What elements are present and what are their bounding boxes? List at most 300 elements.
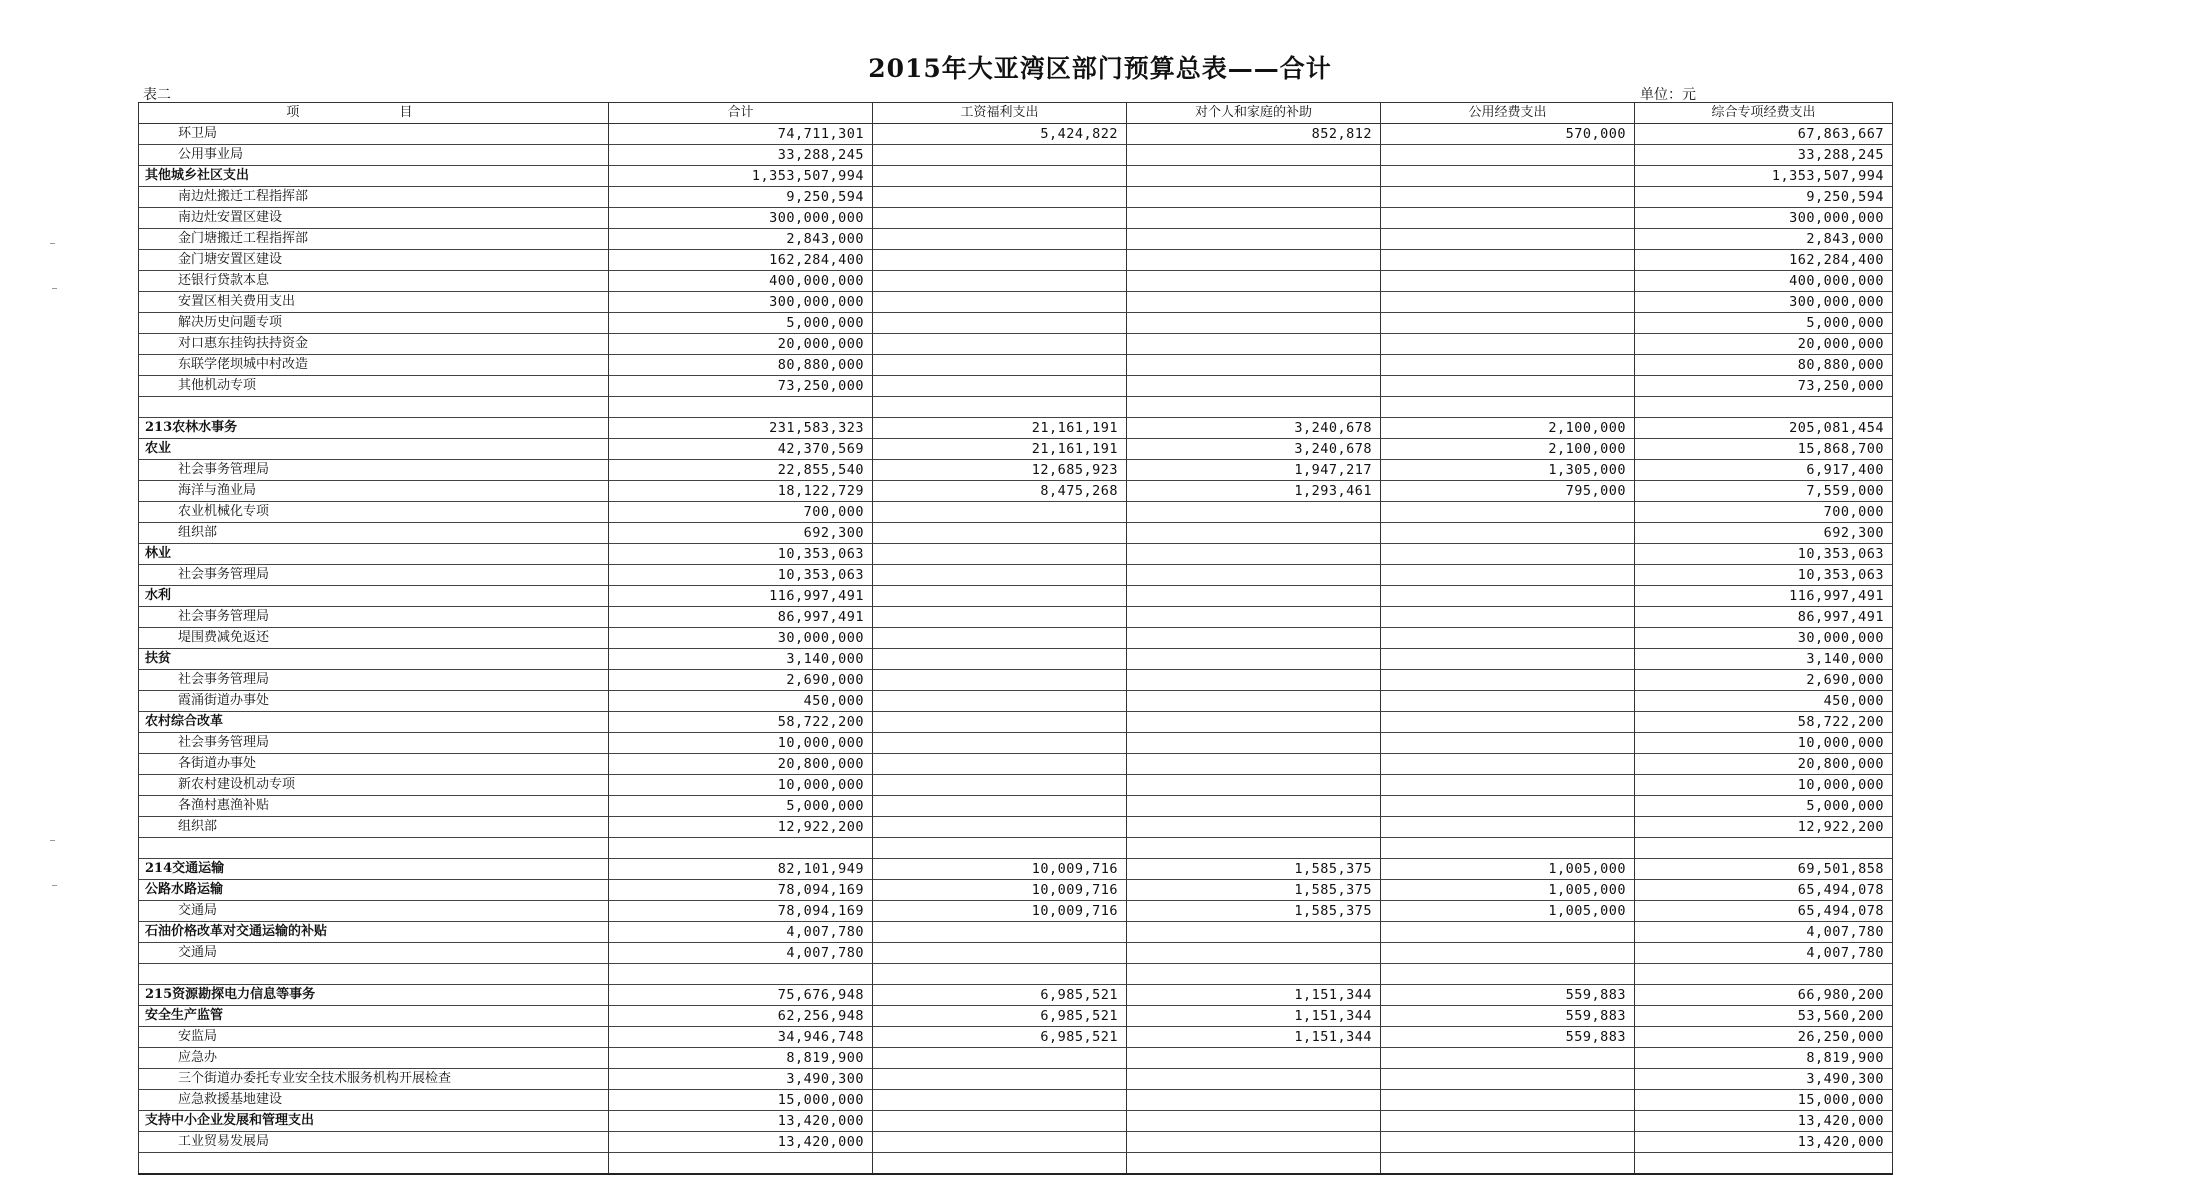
cell-salary	[873, 271, 1127, 292]
cell-salary	[873, 250, 1127, 271]
cell-salary	[873, 1069, 1127, 1090]
cell-item-name: 农业	[139, 439, 609, 460]
scan-mark	[52, 288, 57, 289]
cell-total: 3,490,300	[609, 1069, 873, 1090]
cell-subsidy	[1127, 523, 1381, 544]
table-row	[139, 271, 1893, 292]
cell-public-expense	[1381, 733, 1635, 754]
table-row	[139, 187, 1893, 208]
cell-public-expense: 1,005,000	[1381, 859, 1635, 880]
cell-total: 10,353,063	[609, 565, 873, 586]
cell-salary	[873, 502, 1127, 523]
cell-item-name: 社会事务管理局	[139, 460, 609, 481]
cell-public-expense	[1381, 544, 1635, 565]
cell-item-name: 还银行贷款本息	[139, 271, 609, 292]
cell-item-name: 金门塘搬迁工程指挥部	[139, 229, 609, 250]
cell-subsidy: 1,585,375	[1127, 901, 1381, 922]
cell-subsidy	[1127, 313, 1381, 334]
cell-total: 18,122,729	[609, 481, 873, 502]
table-row	[139, 943, 1893, 964]
cell-item-name: 南边灶搬迁工程指挥部	[139, 187, 609, 208]
cell-total: 700,000	[609, 502, 873, 523]
cell-special-expense: 2,690,000	[1635, 670, 1893, 691]
cell-total: 74,711,301	[609, 124, 873, 145]
cell-total: 300,000,000	[609, 208, 873, 229]
cell-total: 8,819,900	[609, 1048, 873, 1069]
cell-public-expense: 570,000	[1381, 124, 1635, 145]
table-row	[139, 1132, 1893, 1153]
cell-public-expense	[1381, 922, 1635, 943]
blank-row	[139, 1153, 1893, 1175]
column-header-item: 项 目	[139, 103, 609, 124]
cell-subsidy	[1127, 628, 1381, 649]
cell-subsidy	[1127, 250, 1381, 271]
cell-subsidy	[1127, 796, 1381, 817]
cell-salary	[873, 586, 1127, 607]
cell-salary	[873, 754, 1127, 775]
cell-item-name: 组织部	[139, 523, 609, 544]
cell-salary	[873, 565, 1127, 586]
table-row	[139, 649, 1893, 670]
cell-item-name: 214交通运输	[139, 859, 609, 880]
cell-special-expense: 20,800,000	[1635, 754, 1893, 775]
cell-item-name: 安全生产监管	[139, 1006, 609, 1027]
cell-item-name: 安监局	[139, 1027, 609, 1048]
cell-public-expense: 1,305,000	[1381, 460, 1635, 481]
cell-total: 300,000,000	[609, 292, 873, 313]
cell-subsidy	[1127, 376, 1381, 397]
cell-special-expense	[1635, 838, 1893, 859]
cell-subsidy	[1127, 229, 1381, 250]
cell-item-name	[139, 838, 609, 859]
cell-salary	[873, 691, 1127, 712]
blank-row	[139, 397, 1893, 418]
cell-special-expense: 5,000,000	[1635, 313, 1893, 334]
cell-special-expense: 67,863,667	[1635, 124, 1893, 145]
cell-special-expense: 65,494,078	[1635, 880, 1893, 901]
cell-total: 3,140,000	[609, 649, 873, 670]
cell-salary: 21,161,191	[873, 439, 1127, 460]
cell-total: 4,007,780	[609, 922, 873, 943]
cell-salary	[873, 187, 1127, 208]
cell-special-expense: 300,000,000	[1635, 292, 1893, 313]
cell-salary	[873, 397, 1127, 418]
cell-subsidy: 3,240,678	[1127, 439, 1381, 460]
cell-item-name: 堤围费减免返还	[139, 628, 609, 649]
cell-salary: 10,009,716	[873, 859, 1127, 880]
cell-public-expense	[1381, 754, 1635, 775]
cell-public-expense: 1,005,000	[1381, 901, 1635, 922]
cell-special-expense: 13,420,000	[1635, 1111, 1893, 1132]
cell-public-expense	[1381, 1132, 1635, 1153]
cell-subsidy: 3,240,678	[1127, 418, 1381, 439]
cell-item-name: 环卫局	[139, 124, 609, 145]
cell-item-name: 对口惠东挂钩扶持资金	[139, 334, 609, 355]
budget-table	[138, 102, 1893, 1175]
cell-special-expense: 205,081,454	[1635, 418, 1893, 439]
cell-special-expense: 10,000,000	[1635, 733, 1893, 754]
cell-salary	[873, 964, 1127, 985]
table-number: 表二	[143, 87, 171, 103]
cell-subsidy	[1127, 355, 1381, 376]
table-row	[139, 355, 1893, 376]
cell-public-expense	[1381, 292, 1635, 313]
cell-total	[609, 1153, 873, 1175]
cell-salary	[873, 670, 1127, 691]
table-row	[139, 502, 1893, 523]
cell-total: 1,353,507,994	[609, 166, 873, 187]
cell-salary	[873, 523, 1127, 544]
table-row	[139, 292, 1893, 313]
cell-subsidy	[1127, 817, 1381, 838]
cell-total: 162,284,400	[609, 250, 873, 271]
cell-salary	[873, 1111, 1127, 1132]
cell-item-name: 安置区相关费用支出	[139, 292, 609, 313]
cell-public-expense	[1381, 1111, 1635, 1132]
cell-subsidy: 1,947,217	[1127, 460, 1381, 481]
cell-public-expense: 559,883	[1381, 1027, 1635, 1048]
cell-special-expense: 162,284,400	[1635, 250, 1893, 271]
table-row	[139, 607, 1893, 628]
cell-public-expense	[1381, 796, 1635, 817]
scan-mark	[50, 840, 55, 841]
cell-special-expense: 12,922,200	[1635, 817, 1893, 838]
cell-salary	[873, 313, 1127, 334]
table-row	[139, 439, 1893, 460]
table-row	[139, 1090, 1893, 1111]
page-title: 2015年大亚湾区部门预算总表——合计	[868, 54, 1332, 83]
cell-item-name: 交通局	[139, 943, 609, 964]
cell-total: 80,880,000	[609, 355, 873, 376]
scan-mark	[52, 885, 57, 886]
cell-public-expense	[1381, 502, 1635, 523]
cell-total: 5,000,000	[609, 313, 873, 334]
cell-special-expense: 9,250,594	[1635, 187, 1893, 208]
cell-subsidy: 852,812	[1127, 124, 1381, 145]
cell-subsidy	[1127, 187, 1381, 208]
cell-special-expense: 300,000,000	[1635, 208, 1893, 229]
cell-subsidy	[1127, 271, 1381, 292]
cell-public-expense	[1381, 208, 1635, 229]
unit-label: 单位：元	[1640, 87, 1696, 103]
cell-public-expense: 795,000	[1381, 481, 1635, 502]
cell-salary	[873, 208, 1127, 229]
column-header-total: 合计	[609, 103, 873, 124]
table-row	[139, 859, 1893, 880]
cell-total: 400,000,000	[609, 271, 873, 292]
cell-special-expense: 4,007,780	[1635, 922, 1893, 943]
cell-special-expense: 400,000,000	[1635, 271, 1893, 292]
cell-salary: 5,424,822	[873, 124, 1127, 145]
cell-salary	[873, 355, 1127, 376]
cell-item-name: 其他城乡社区支出	[139, 166, 609, 187]
table-row	[139, 208, 1893, 229]
cell-public-expense: 1,005,000	[1381, 880, 1635, 901]
table-row	[139, 670, 1893, 691]
table-row	[139, 334, 1893, 355]
cell-special-expense: 26,250,000	[1635, 1027, 1893, 1048]
blank-row	[139, 838, 1893, 859]
table-row	[139, 544, 1893, 565]
cell-total: 73,250,000	[609, 376, 873, 397]
cell-item-name: 应急救援基地建设	[139, 1090, 609, 1111]
cell-salary	[873, 1153, 1127, 1175]
cell-special-expense: 5,000,000	[1635, 796, 1893, 817]
column-header-public-expense: 公用经费支出	[1381, 103, 1635, 124]
table-row	[139, 523, 1893, 544]
cell-total: 450,000	[609, 691, 873, 712]
cell-item-name: 组织部	[139, 817, 609, 838]
cell-special-expense: 53,560,200	[1635, 1006, 1893, 1027]
cell-item-name: 社会事务管理局	[139, 607, 609, 628]
cell-item-name: 社会事务管理局	[139, 565, 609, 586]
scan-mark	[50, 243, 55, 244]
cell-public-expense	[1381, 712, 1635, 733]
cell-item-name: 三个街道办委托专业安全技术服务机构开展检查	[139, 1069, 609, 1090]
cell-item-name: 215资源勘探电力信息等事务	[139, 985, 609, 1006]
cell-subsidy	[1127, 670, 1381, 691]
table-body	[139, 124, 1893, 1175]
table-row	[139, 901, 1893, 922]
cell-subsidy	[1127, 544, 1381, 565]
cell-salary	[873, 922, 1127, 943]
cell-subsidy: 1,151,344	[1127, 985, 1381, 1006]
table-row	[139, 733, 1893, 754]
cell-total	[609, 964, 873, 985]
cell-salary: 21,161,191	[873, 418, 1127, 439]
table-row	[139, 880, 1893, 901]
cell-public-expense	[1381, 775, 1635, 796]
cell-special-expense: 80,880,000	[1635, 355, 1893, 376]
table-row	[139, 166, 1893, 187]
cell-salary: 6,985,521	[873, 1027, 1127, 1048]
cell-total: 9,250,594	[609, 187, 873, 208]
cell-subsidy	[1127, 1111, 1381, 1132]
table-row	[139, 124, 1893, 145]
table-row	[139, 250, 1893, 271]
cell-subsidy	[1127, 649, 1381, 670]
table-row	[139, 1027, 1893, 1048]
cell-salary: 6,985,521	[873, 1006, 1127, 1027]
cell-salary	[873, 1048, 1127, 1069]
cell-total: 12,922,200	[609, 817, 873, 838]
cell-total: 42,370,569	[609, 439, 873, 460]
cell-salary	[873, 943, 1127, 964]
cell-total: 33,288,245	[609, 145, 873, 166]
cell-special-expense: 15,868,700	[1635, 439, 1893, 460]
cell-public-expense	[1381, 334, 1635, 355]
cell-item-name: 新农村建设机动专项	[139, 775, 609, 796]
cell-item-name: 扶贫	[139, 649, 609, 670]
cell-item-name: 霞涌街道办事处	[139, 691, 609, 712]
table-header-row	[139, 103, 1893, 124]
cell-salary	[873, 1090, 1127, 1111]
cell-subsidy	[1127, 502, 1381, 523]
cell-special-expense: 3,140,000	[1635, 649, 1893, 670]
cell-item-name: 水利	[139, 586, 609, 607]
cell-special-expense: 692,300	[1635, 523, 1893, 544]
cell-total: 5,000,000	[609, 796, 873, 817]
cell-special-expense: 8,819,900	[1635, 1048, 1893, 1069]
cell-salary: 12,685,923	[873, 460, 1127, 481]
cell-public-expense	[1381, 1069, 1635, 1090]
cell-total: 692,300	[609, 523, 873, 544]
cell-public-expense: 559,883	[1381, 1006, 1635, 1027]
cell-total: 13,420,000	[609, 1132, 873, 1153]
cell-salary	[873, 628, 1127, 649]
table-row	[139, 460, 1893, 481]
table-row	[139, 628, 1893, 649]
table-row	[139, 754, 1893, 775]
cell-item-name: 公路水路运输	[139, 880, 609, 901]
cell-public-expense	[1381, 1153, 1635, 1175]
cell-subsidy	[1127, 1048, 1381, 1069]
cell-total: 2,843,000	[609, 229, 873, 250]
cell-public-expense	[1381, 691, 1635, 712]
cell-public-expense	[1381, 313, 1635, 334]
table-row	[139, 418, 1893, 439]
column-header-salary: 工资福利支出	[873, 103, 1127, 124]
cell-salary	[873, 376, 1127, 397]
table-row	[139, 985, 1893, 1006]
table-row	[139, 922, 1893, 943]
table-row	[139, 376, 1893, 397]
cell-public-expense	[1381, 1048, 1635, 1069]
cell-public-expense: 2,100,000	[1381, 439, 1635, 460]
cell-total: 10,353,063	[609, 544, 873, 565]
table-row	[139, 229, 1893, 250]
cell-total: 30,000,000	[609, 628, 873, 649]
cell-public-expense: 2,100,000	[1381, 418, 1635, 439]
cell-special-expense: 73,250,000	[1635, 376, 1893, 397]
table-row	[139, 796, 1893, 817]
cell-special-expense: 3,490,300	[1635, 1069, 1893, 1090]
cell-total: 58,722,200	[609, 712, 873, 733]
table-row	[139, 1006, 1893, 1027]
cell-total: 2,690,000	[609, 670, 873, 691]
cell-special-expense: 2,843,000	[1635, 229, 1893, 250]
cell-public-expense	[1381, 964, 1635, 985]
cell-special-expense: 1,353,507,994	[1635, 166, 1893, 187]
cell-total: 15,000,000	[609, 1090, 873, 1111]
cell-item-name: 各街道办事处	[139, 754, 609, 775]
cell-public-expense	[1381, 250, 1635, 271]
cell-item-name: 交通局	[139, 901, 609, 922]
cell-salary: 10,009,716	[873, 880, 1127, 901]
cell-item-name: 213农林水事务	[139, 418, 609, 439]
cell-item-name	[139, 1153, 609, 1175]
cell-salary	[873, 1132, 1127, 1153]
cell-special-expense: 4,007,780	[1635, 943, 1893, 964]
cell-item-name: 东联学佬坝城中村改造	[139, 355, 609, 376]
cell-public-expense	[1381, 397, 1635, 418]
cell-public-expense	[1381, 187, 1635, 208]
cell-subsidy	[1127, 754, 1381, 775]
table-row	[139, 565, 1893, 586]
cell-total: 34,946,748	[609, 1027, 873, 1048]
cell-public-expense	[1381, 838, 1635, 859]
cell-salary	[873, 166, 1127, 187]
cell-public-expense	[1381, 628, 1635, 649]
cell-special-expense: 66,980,200	[1635, 985, 1893, 1006]
cell-special-expense: 6,917,400	[1635, 460, 1893, 481]
cell-special-expense: 86,997,491	[1635, 607, 1893, 628]
cell-special-expense	[1635, 1153, 1893, 1175]
cell-total: 78,094,169	[609, 880, 873, 901]
cell-item-name: 各渔村惠渔补贴	[139, 796, 609, 817]
cell-special-expense: 30,000,000	[1635, 628, 1893, 649]
cell-public-expense	[1381, 271, 1635, 292]
cell-total: 75,676,948	[609, 985, 873, 1006]
cell-public-expense	[1381, 229, 1635, 250]
cell-subsidy	[1127, 1090, 1381, 1111]
table-row	[139, 1111, 1893, 1132]
cell-total: 13,420,000	[609, 1111, 873, 1132]
cell-salary	[873, 733, 1127, 754]
cell-public-expense	[1381, 1090, 1635, 1111]
cell-total: 10,000,000	[609, 775, 873, 796]
cell-item-name: 农村综合改革	[139, 712, 609, 733]
table-row	[139, 817, 1893, 838]
cell-subsidy	[1127, 166, 1381, 187]
cell-item-name: 解决历史问题专项	[139, 313, 609, 334]
cell-subsidy	[1127, 208, 1381, 229]
cell-subsidy	[1127, 1153, 1381, 1175]
cell-salary	[873, 775, 1127, 796]
cell-special-expense: 58,722,200	[1635, 712, 1893, 733]
cell-special-expense: 20,000,000	[1635, 334, 1893, 355]
cell-item-name: 林业	[139, 544, 609, 565]
cell-special-expense: 10,353,063	[1635, 565, 1893, 586]
column-header-subsidy: 对个人和家庭的补助	[1127, 103, 1381, 124]
cell-public-expense	[1381, 523, 1635, 544]
cell-salary: 8,475,268	[873, 481, 1127, 502]
table-row	[139, 1069, 1893, 1090]
cell-total: 116,997,491	[609, 586, 873, 607]
cell-subsidy: 1,293,461	[1127, 481, 1381, 502]
cell-salary	[873, 607, 1127, 628]
cell-special-expense: 65,494,078	[1635, 901, 1893, 922]
cell-item-name: 社会事务管理局	[139, 670, 609, 691]
cell-special-expense: 450,000	[1635, 691, 1893, 712]
cell-public-expense	[1381, 607, 1635, 628]
cell-salary	[873, 292, 1127, 313]
cell-subsidy	[1127, 691, 1381, 712]
cell-special-expense: 7,559,000	[1635, 481, 1893, 502]
cell-item-name: 海洋与渔业局	[139, 481, 609, 502]
cell-item-name	[139, 397, 609, 418]
cell-item-name: 社会事务管理局	[139, 733, 609, 754]
cell-total	[609, 397, 873, 418]
cell-subsidy	[1127, 397, 1381, 418]
table-row	[139, 691, 1893, 712]
cell-item-name: 石油价格改革对交通运输的补贴	[139, 922, 609, 943]
cell-public-expense	[1381, 586, 1635, 607]
cell-item-name: 应急办	[139, 1048, 609, 1069]
cell-subsidy	[1127, 838, 1381, 859]
cell-subsidy	[1127, 565, 1381, 586]
cell-total: 10,000,000	[609, 733, 873, 754]
cell-total: 231,583,323	[609, 418, 873, 439]
cell-subsidy	[1127, 1132, 1381, 1153]
cell-item-name: 金门塘安置区建设	[139, 250, 609, 271]
cell-subsidy	[1127, 145, 1381, 166]
cell-total: 86,997,491	[609, 607, 873, 628]
cell-item-name: 农业机械化专项	[139, 502, 609, 523]
cell-subsidy	[1127, 733, 1381, 754]
cell-subsidy	[1127, 607, 1381, 628]
cell-item-name	[139, 964, 609, 985]
